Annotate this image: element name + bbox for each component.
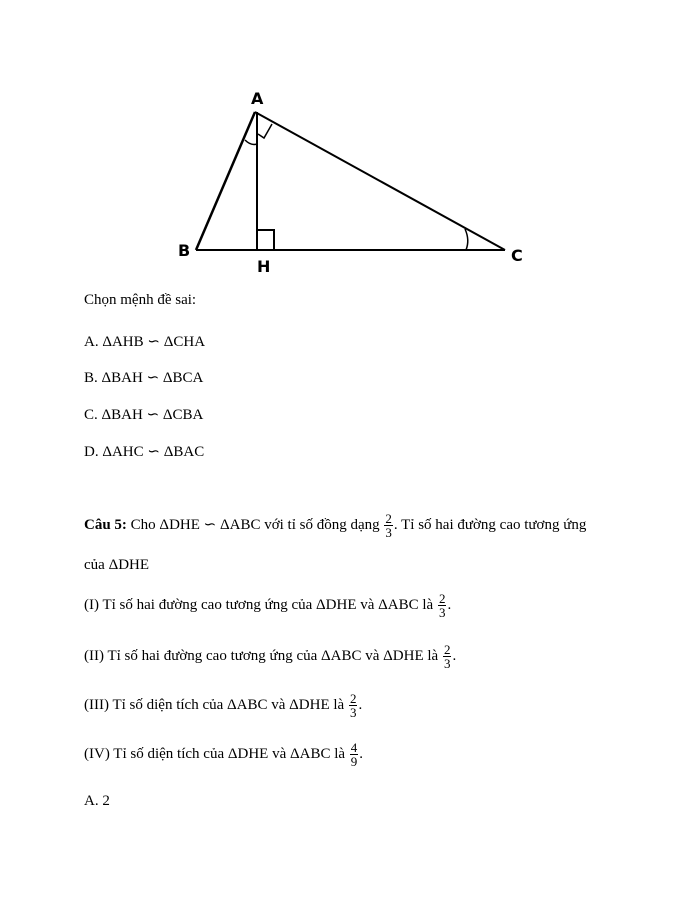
angle-mark-c xyxy=(465,229,468,250)
statement-fraction xyxy=(350,741,359,768)
stem-before: Cho ΔDHE ∽ ΔABC với tỉ số đồng dạng xyxy=(126,516,384,533)
statement-3 xyxy=(84,692,362,719)
fraction-num: 2 xyxy=(385,511,392,526)
question-prompt: Chọn mệnh đề sai: xyxy=(84,292,197,308)
stem-after: . Tỉ số hai đường cao tương ứng xyxy=(393,516,587,533)
vertex-a-label: A xyxy=(251,89,264,108)
fraction-num: 2 xyxy=(349,691,357,706)
statement-text: (II) Tỉ số hai đường cao tương ứng của ΔABC và ΔDHE là xyxy=(84,647,442,664)
vertex-h-label: H xyxy=(257,257,271,276)
fraction-num: 2 xyxy=(443,642,451,657)
fraction-num: 4 xyxy=(350,740,358,755)
option-b: B. ΔBAH ∽ ΔBCA xyxy=(84,370,204,386)
fraction-den: 3 xyxy=(438,605,446,620)
statement-fraction xyxy=(349,692,358,719)
statement-text: (I) Tỉ số hai đường cao tương ứng của ΔDHE và ΔABC là xyxy=(84,596,437,613)
option-d: D. ΔAHC ∽ ΔBAC xyxy=(84,444,205,460)
fraction-num: 2 xyxy=(438,591,446,606)
statement-fraction xyxy=(443,643,452,670)
fraction-den: 9 xyxy=(350,754,358,769)
question-5-stem xyxy=(84,512,586,539)
question-5-title: Câu 5: xyxy=(84,516,127,533)
statement-end: . xyxy=(359,745,364,762)
option-a: A. ΔAHB ∽ ΔCHA xyxy=(84,334,206,350)
fraction-den: 3 xyxy=(349,705,357,720)
statement-end: . xyxy=(447,596,452,613)
side-ab xyxy=(196,112,255,250)
triangle-figure xyxy=(0,0,700,300)
fraction-den: 3 xyxy=(385,525,392,540)
angle-mark-bah xyxy=(245,140,257,145)
statement-1 xyxy=(84,592,451,619)
answer-a: A. 2 xyxy=(84,793,110,809)
vertex-c-label: C xyxy=(511,246,523,265)
fraction-den: 3 xyxy=(443,656,451,671)
option-c: C. ΔBAH ∽ ΔCBA xyxy=(84,407,204,423)
vertex-b-label: B xyxy=(178,241,191,260)
statement-4 xyxy=(84,741,363,768)
statement-text: (III) Tỉ số diện tích của ΔABC và ΔDHE là xyxy=(84,696,348,713)
statement-2 xyxy=(84,643,456,670)
right-angle-a xyxy=(258,124,272,138)
statement-fraction xyxy=(438,592,447,619)
side-ac xyxy=(255,112,505,250)
statement-text: (IV) Tỉ số diện tích của ΔDHE và ΔABC là xyxy=(84,745,349,762)
statement-end: . xyxy=(452,647,457,664)
statement-end: . xyxy=(358,696,363,713)
question-5-stem-line2: của ΔDHE xyxy=(84,557,150,573)
stem-fraction xyxy=(384,512,393,539)
right-angle-h xyxy=(257,230,274,250)
